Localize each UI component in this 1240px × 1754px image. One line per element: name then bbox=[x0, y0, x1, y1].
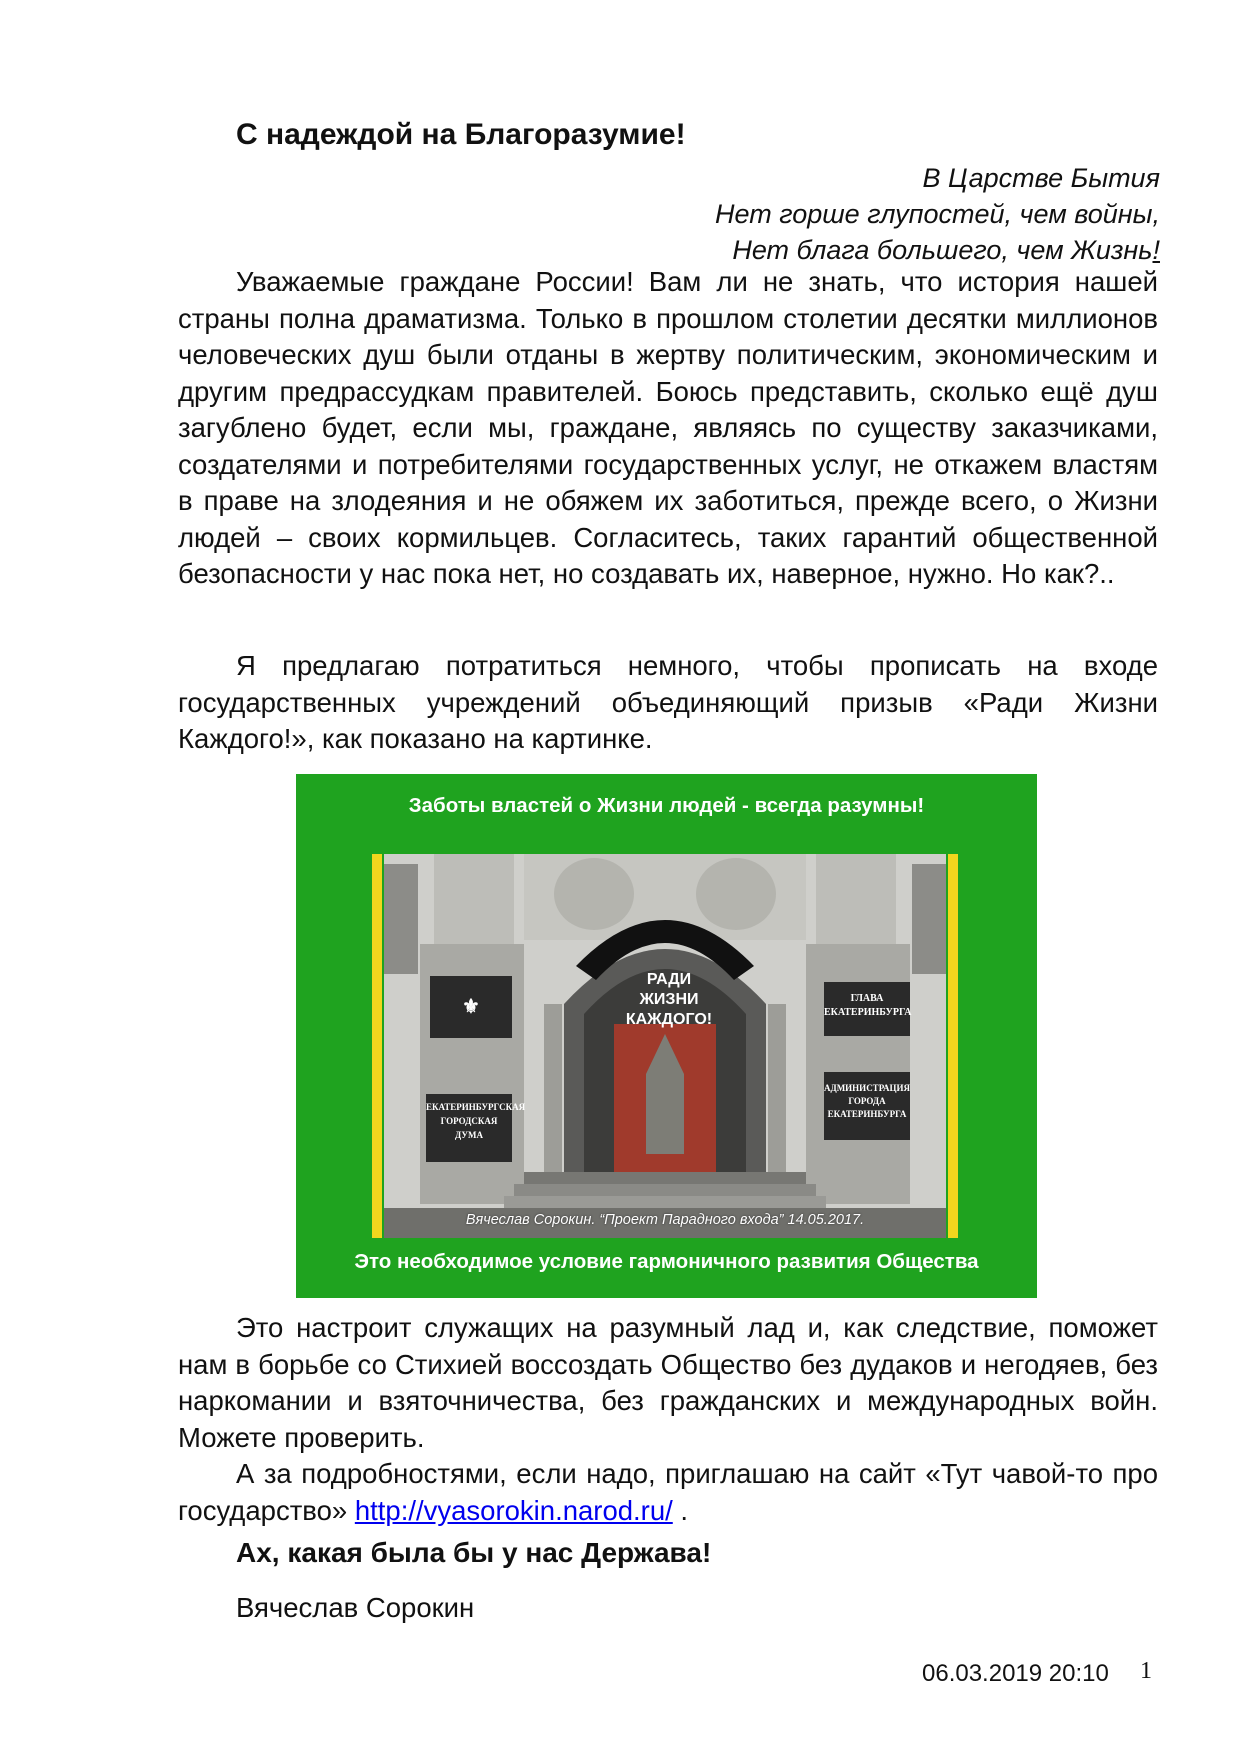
city-administration-plaque bbox=[824, 1072, 910, 1140]
arch-slogan bbox=[624, 970, 714, 1030]
poster-image bbox=[296, 774, 1037, 1298]
footer-date: 06.03.2019 20:10 bbox=[922, 1660, 1109, 1687]
paragraph-2: Я предлагаю потратиться немного, чтобы прописать на входе государственных учреждений объединяющий призыв «Ради Жизни Каждого!», как показано на картинке. bbox=[178, 650, 1158, 754]
head-of-city-plaque bbox=[824, 982, 910, 1036]
building-photo bbox=[384, 854, 946, 1238]
paragraph-1: Уважаемые граждане России! Вам ли не знать, что история нашей страны полна драматизма. Только в прошлом столетии десятки миллионов человеческих душ были отданы в жертву политическим, экономическим и другим предрассудкам правителей. Боюсь представить, сколько ещё душ загублено будет, если мы, граждане, являясь по существу заказчиками, создателями и потребителями государственных услуг, не откажем властям в праве на злодеяния и не обяжем их заботиться, прежде всего, о Жизни людей – своих кормильцев. Согласитесь, таких гарантий общественной безопасности у нас пока нет, но создавать их, наверное, нужно. Но как?.. bbox=[178, 266, 1158, 589]
paragraph-3: Это настроит служащих на разумный лад и, как следствие, поможет нам в борьбе со Стихией воссоздать Общество без дудаков и негодяев, без наркомании и взяточничества, без гражданских и международных войн. Можете проверить. bbox=[178, 1312, 1158, 1453]
city-administration-plaque-line-3: ЕКАТЕРИНБУРГА bbox=[827, 1109, 907, 1119]
paragraph-4-text: А за подробностями, если надо, приглашаю на сайт «Тут чавой-то про государство» bbox=[178, 1458, 1158, 1526]
arch-slogan-line-3: КАЖДОГО! bbox=[625, 1011, 713, 1028]
page-number: 1 bbox=[1140, 1658, 1152, 1684]
document-title: С надеждой на Благоразумие! bbox=[236, 118, 686, 151]
city-duma-plaque-line-1: ЕКАТЕРИНБУРГСКАЯ bbox=[426, 1102, 526, 1112]
epigraph bbox=[715, 160, 1160, 268]
city-administration-plaque-line-2: ГОРОДА bbox=[848, 1096, 886, 1106]
poster-bottom-text: Это необходимое условие гармоничного развития Общества bbox=[354, 1250, 979, 1273]
arch-slogan-line-2: ЖИЗНИ bbox=[639, 991, 699, 1008]
city-duma-plaque bbox=[426, 1094, 526, 1162]
author-signature: Вячеслав Сорокин bbox=[236, 1592, 475, 1623]
arch-slogan-line-1: РАДИ bbox=[646, 971, 692, 988]
epigraph-exclamation: ! bbox=[1152, 235, 1160, 265]
epigraph-line-2: Нет горше глупостей, чем войны, bbox=[715, 199, 1160, 229]
head-of-city-plaque-line-1: ГЛАВА bbox=[850, 993, 884, 1004]
poster-top-text: Заботы властей о Жизни людей - всегда разумны! bbox=[408, 794, 925, 817]
crest-icon: ⚜ bbox=[430, 976, 512, 1038]
building-facade-drawing bbox=[384, 854, 946, 1238]
epigraph-line-3 bbox=[715, 232, 1160, 268]
website-link[interactable]: http://vyasorokin.narod.ru/ bbox=[354, 1494, 673, 1526]
paragraph-4-end: . bbox=[680, 1494, 689, 1526]
poster-left-yellow-bar bbox=[372, 854, 382, 1238]
city-administration-plaque-line-1: АДМИНИСТРАЦИЯ bbox=[824, 1083, 911, 1093]
photo-caption: Вячеслав Сорокин. “Проект Парадного входа” 14.05.2017. bbox=[465, 1212, 865, 1228]
epigraph-line-3-text: Нет блага большего, чем Жизнь bbox=[732, 235, 1153, 265]
epigraph-line-1: В Царстве Бытия bbox=[922, 163, 1160, 193]
head-of-city-plaque-line-2: ЕКАТЕРИНБУРГА bbox=[824, 1007, 912, 1018]
city-duma-plaque-line-2: ГОРОДСКАЯ ДУМА bbox=[440, 1116, 498, 1140]
poster-right-yellow-bar bbox=[948, 854, 958, 1238]
closing-slogan: Ах, какая была бы у нас Держава! bbox=[236, 1537, 712, 1568]
paragraph-4 bbox=[178, 1456, 1158, 1529]
